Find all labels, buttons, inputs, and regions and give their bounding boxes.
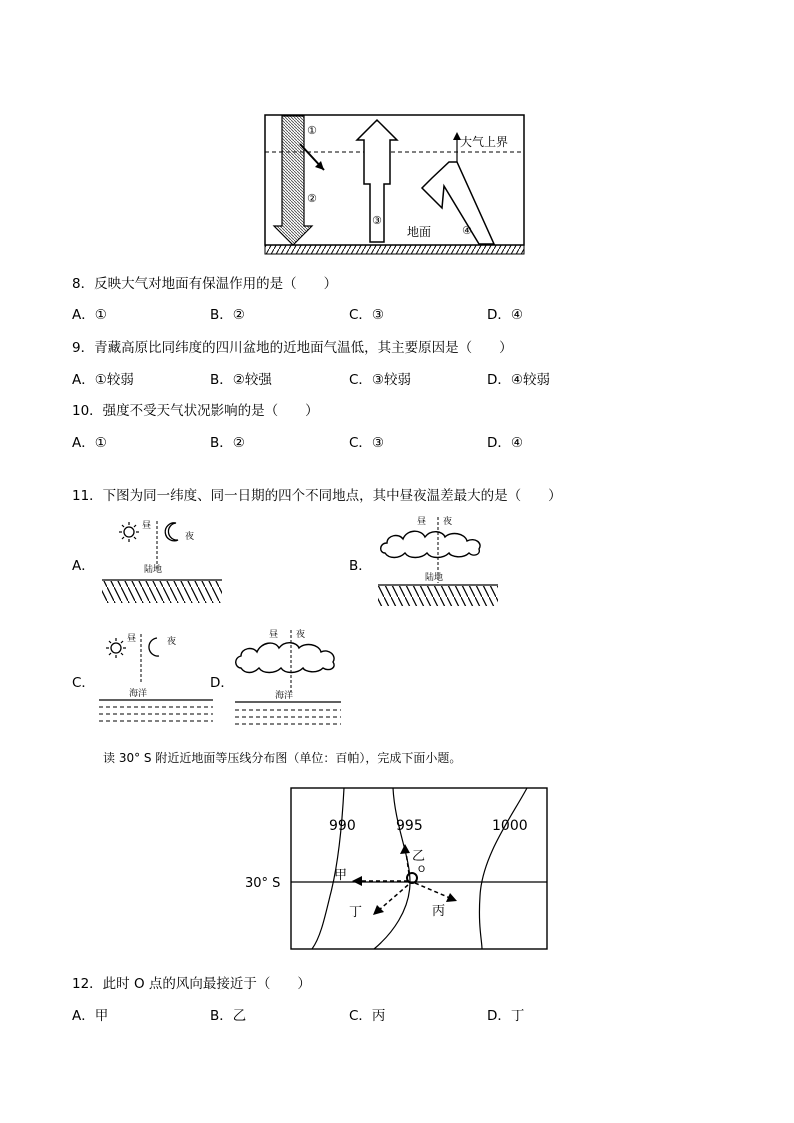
q11-option-c[interactable]: C． bbox=[72, 675, 95, 691]
moon-icon bbox=[149, 638, 159, 656]
land-label: 陆地 bbox=[144, 565, 163, 575]
isobar-990-label: 990 bbox=[329, 818, 356, 834]
point-o-label: O bbox=[418, 865, 426, 875]
sun-icon bbox=[119, 522, 139, 542]
dir-yi-label: 乙 bbox=[412, 849, 426, 864]
ground-label: 地面 bbox=[407, 225, 432, 239]
q9-option-b[interactable]: B．②较强 bbox=[210, 372, 272, 388]
q11-option-b[interactable]: B． bbox=[349, 558, 372, 574]
night-label: 夜 bbox=[185, 532, 195, 542]
q12-option-c[interactable]: C．丙 bbox=[349, 1008, 386, 1024]
atmosphere-top-label: 大气上界 bbox=[460, 135, 509, 149]
question-8-stem: 8．反映大气对地面有保温作用的是（ ） bbox=[72, 276, 338, 292]
ground-surface bbox=[265, 245, 524, 254]
q11-option-d[interactable]: D． bbox=[210, 675, 234, 691]
isobar-1000-label: 1000 bbox=[492, 818, 528, 834]
land-hatch bbox=[378, 586, 498, 606]
q10-option-a[interactable]: A．① bbox=[72, 435, 107, 451]
q11-option-a[interactable]: A． bbox=[72, 558, 95, 574]
q9-option-a[interactable]: A．①较弱 bbox=[72, 372, 134, 388]
q10-option-d[interactable]: D．④ bbox=[487, 435, 523, 451]
question-12-stem: 12．此时 O 点的风向最接近于（ ） bbox=[72, 976, 311, 992]
q12-option-b[interactable]: B．乙 bbox=[210, 1008, 247, 1024]
land-hatch bbox=[102, 581, 222, 603]
night-label: 夜 bbox=[296, 630, 306, 640]
q10-option-c[interactable]: C．③ bbox=[349, 435, 385, 451]
day-label: 昼 bbox=[269, 630, 279, 640]
day-label: 昼 bbox=[127, 634, 137, 644]
cloud-icon bbox=[236, 643, 334, 673]
question-11-stem: 11．下图为同一纬度、同一日期的四个不同地点，其中昼夜温差最大的是（ ） bbox=[72, 488, 562, 504]
q12-option-a[interactable]: A．甲 bbox=[72, 1008, 109, 1024]
q8-option-c[interactable]: C．③ bbox=[349, 307, 385, 323]
q9-option-d[interactable]: D．④较弱 bbox=[487, 372, 550, 388]
q10-option-b[interactable]: B．② bbox=[210, 435, 245, 451]
q8-option-a[interactable]: A．① bbox=[72, 307, 107, 323]
question-10-stem: 10．强度不受天气状况影响的是（ ） bbox=[72, 403, 319, 419]
marker-4: ④ bbox=[462, 224, 472, 237]
q8-option-b[interactable]: B．② bbox=[210, 307, 245, 323]
q11-figure-a bbox=[100, 517, 224, 607]
isobar-995-label: 995 bbox=[396, 818, 423, 834]
latitude-label: 30° S bbox=[245, 876, 281, 891]
ocean-label: 海洋 bbox=[129, 689, 148, 699]
q11-figure-c bbox=[97, 630, 217, 725]
moon-icon bbox=[165, 523, 178, 541]
q8-option-d[interactable]: D．④ bbox=[487, 307, 523, 323]
ocean-label: 海洋 bbox=[275, 691, 294, 701]
isobar-map bbox=[242, 786, 552, 952]
sun-icon bbox=[106, 638, 126, 658]
q9-option-c[interactable]: C．③较弱 bbox=[349, 372, 412, 388]
q11-figure-d bbox=[233, 626, 343, 730]
dir-ding-label: 丁 bbox=[349, 905, 363, 920]
marker-1: ① bbox=[307, 124, 317, 137]
day-label: 昼 bbox=[417, 517, 427, 527]
ocean-waves bbox=[235, 710, 341, 724]
q11-figure-b bbox=[377, 513, 499, 608]
ocean-waves bbox=[99, 707, 213, 721]
cloud-icon bbox=[381, 531, 480, 557]
land-label: 陆地 bbox=[425, 573, 444, 583]
map-intro-text: 读 30° S 附近近地面等压线分布图（单位：百帕），完成下面小题。 bbox=[103, 751, 462, 765]
night-label: 夜 bbox=[443, 517, 453, 527]
night-label: 夜 bbox=[167, 637, 177, 647]
day-label: 昼 bbox=[142, 521, 152, 531]
dir-jia-label: 甲 bbox=[334, 868, 348, 883]
question-9-stem: 9．青藏高原比同纬度的四川盆地的近地面气温低，其主要原因是（ ） bbox=[72, 340, 513, 356]
dir-bing-label: 丙 bbox=[432, 904, 446, 919]
atmosphere-radiation-diagram bbox=[264, 114, 526, 256]
q12-option-d[interactable]: D．丁 bbox=[487, 1008, 525, 1024]
marker-2: ② bbox=[307, 192, 317, 205]
marker-3: ③ bbox=[372, 214, 382, 227]
